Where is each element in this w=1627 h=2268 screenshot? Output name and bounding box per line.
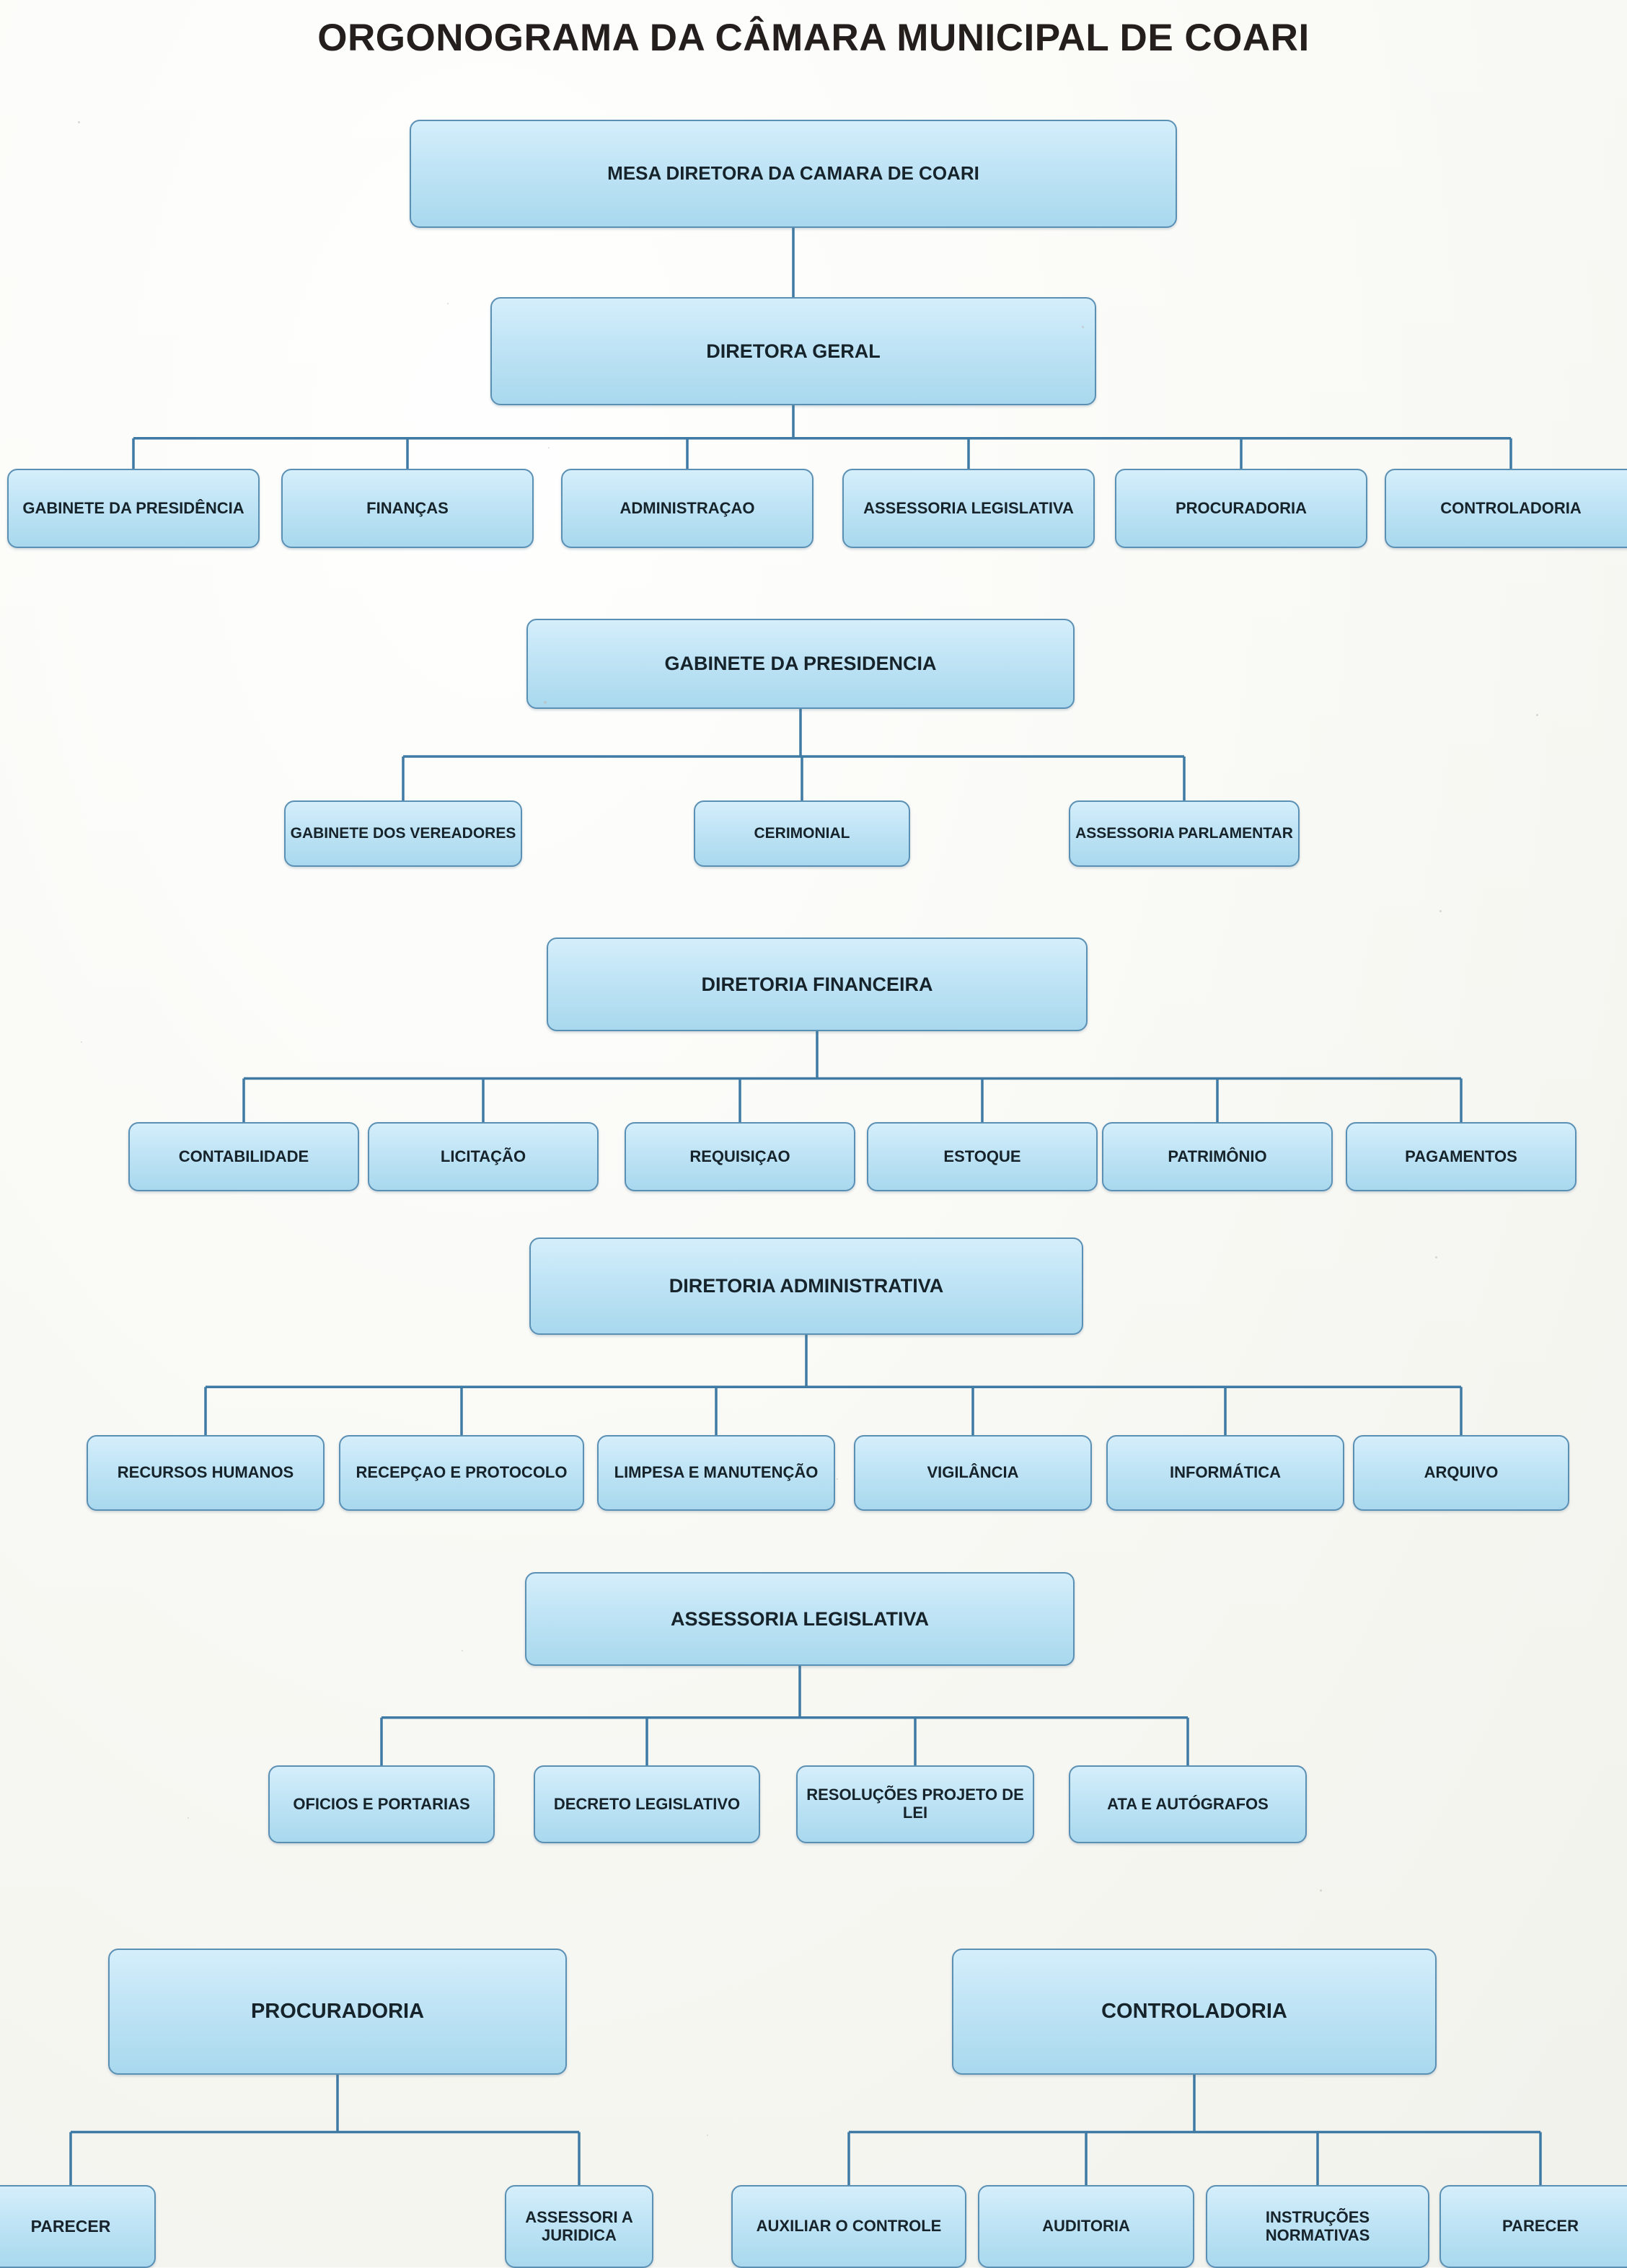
org-node-label: GABINETE DA PRESIDÊNCIA — [22, 498, 244, 517]
connector-controladoria — [849, 2075, 1540, 2185]
org-node-label: LICITAÇÃO — [440, 1147, 526, 1165]
scan-speck — [1320, 1889, 1322, 1892]
org-node-controladoria — [952, 1949, 1437, 2075]
org-node-label: RECURSOS HUMANOS — [117, 1463, 294, 1482]
org-node-label: ASSESSORIA LEGISLATIVA — [670, 1607, 930, 1630]
org-node-label: CONTABILIDADE — [178, 1147, 309, 1165]
org-node-licitacao — [368, 1122, 599, 1191]
org-node-parecer_contr — [1439, 2185, 1627, 2268]
org-node-label: INSTRUÇÕES NORMATIVAS — [1265, 2207, 1370, 2244]
scan-speck — [1439, 910, 1442, 912]
scan-speck — [548, 447, 550, 449]
org-node-label: ESTOQUE — [943, 1147, 1021, 1165]
org-node-label: CERIMONIAL — [754, 825, 850, 842]
org-node-gabinete_presidencia — [526, 619, 1075, 709]
org-node-informatica — [1106, 1435, 1344, 1511]
org-node-decreto_legislativo — [534, 1765, 760, 1843]
scan-speck — [447, 303, 449, 304]
org-node-assessoria_parlamentar — [1069, 800, 1300, 867]
org-node-label: GABINETE DOS VEREADORES — [290, 825, 516, 842]
org-node-label: PATRIMÔNIO — [1168, 1147, 1267, 1165]
connector-gabinete_presidencia — [403, 709, 1184, 800]
org-node-cerimonial — [694, 800, 910, 867]
scan-speck — [837, 1478, 838, 1480]
org-node-label: AUXILIAR O CONTROLE — [756, 2217, 942, 2236]
org-node-requisicao — [625, 1122, 855, 1191]
org-node-label: DECRETO LEGISLATIVO — [553, 1794, 741, 1813]
org-node-label: PROCURADORIA — [250, 2000, 425, 2024]
scan-speck — [707, 2135, 708, 2136]
page-title: ORGONOGRAMA DA CÂMARA MUNICIPAL DE COARI — [317, 17, 1310, 59]
connector-diretora_geral — [133, 405, 1511, 469]
org-node-diretoria_financeira — [547, 937, 1088, 1031]
org-node-auditoria — [978, 2185, 1194, 2268]
org-node-controladoria_top — [1385, 469, 1627, 548]
org-node-label: DIRETORA GERAL — [706, 340, 881, 362]
org-node-label: ADMINISTRAÇAO — [620, 498, 755, 517]
org-node-label: INFORMÁTICA — [1170, 1463, 1281, 1482]
connector-diretoria_administrativa — [206, 1335, 1461, 1435]
scan-speck — [1536, 714, 1538, 716]
scan-speck — [544, 701, 547, 704]
scan-speck — [78, 121, 80, 123]
scan-speck — [1082, 326, 1084, 328]
org-node-label: DIRETORIA FINANCEIRA — [701, 973, 933, 995]
org-node-patrimonio — [1102, 1122, 1333, 1191]
org-node-label: MESA DIRETORA DA CAMARA DE COARI — [607, 162, 979, 185]
org-node-procuradoria — [108, 1949, 567, 2075]
org-node-label: ASSESSORIA PARLAMENTAR — [1075, 825, 1293, 842]
org-node-label: PAGAMENTOS — [1405, 1147, 1517, 1165]
connector-diretoria_financeira — [244, 1031, 1461, 1122]
org-node-financas_top — [281, 469, 534, 548]
org-node-limpesa_manutencao — [597, 1435, 835, 1511]
org-node-assessoria_juridica — [505, 2185, 653, 2268]
org-node-label: ASSESSORI A JURIDICA — [525, 2207, 633, 2244]
org-node-pagamentos — [1346, 1122, 1577, 1191]
org-node-label: REQUISIÇAO — [689, 1147, 790, 1165]
org-node-arquivo — [1353, 1435, 1569, 1511]
org-node-instrucoes_normativas — [1206, 2185, 1429, 2268]
org-node-ata_autografos — [1069, 1765, 1307, 1843]
org-node-label: RESOLUÇÕES PROJETO DE LEI — [806, 1786, 1024, 1822]
org-node-procuradoria_top — [1115, 469, 1367, 548]
org-node-label: ASSESSORIA LEGISLATIVA — [863, 498, 1074, 517]
org-node-diretoria_administrativa — [529, 1237, 1083, 1335]
org-node-auxiliar_controle — [731, 2185, 966, 2268]
connector-procuradoria — [71, 2075, 579, 2185]
org-node-label: CONTROLADORIA — [1101, 2000, 1287, 2024]
scan-speck — [188, 1817, 189, 1819]
org-node-resolucoes_projeto_lei — [796, 1765, 1034, 1843]
org-node-vigilancia — [854, 1435, 1092, 1511]
org-node-label: RECEPÇAO E PROTOCOLO — [356, 1463, 568, 1482]
org-node-oficios_portarias — [268, 1765, 495, 1843]
org-node-diretora_geral — [490, 297, 1096, 405]
scan-speck — [1435, 1256, 1437, 1258]
org-node-label: PROCURADORIA — [1175, 498, 1308, 517]
org-node-assessoria_legislativa — [525, 1572, 1075, 1666]
org-node-recepcao_protocolo — [339, 1435, 584, 1511]
org-node-estoque — [867, 1122, 1098, 1191]
org-node-label: FINANÇAS — [366, 498, 449, 517]
org-node-label: VIGILÂNCIA — [927, 1463, 1019, 1482]
org-node-mesa — [410, 120, 1177, 228]
org-node-parecer_proc — [0, 2185, 156, 2268]
org-node-gabinete_vereadores — [284, 800, 522, 867]
org-node-assessoria_legislativa_top — [842, 469, 1095, 548]
connector-assessoria_legislativa — [382, 1666, 1188, 1765]
org-node-label: CONTROLADORIA — [1440, 498, 1582, 517]
org-node-label: ARQUIVO — [1424, 1463, 1499, 1482]
scan-speck — [81, 1041, 82, 1043]
scan-speck — [462, 1650, 463, 1651]
org-node-label: LIMPESA E MANUTENÇÃO — [614, 1463, 819, 1482]
org-node-label: PARECER — [1502, 2217, 1579, 2236]
org-node-gab_presidencia_top — [7, 469, 260, 548]
org-node-label: AUDITORIA — [1042, 2217, 1130, 2236]
org-node-label: OFICIOS E PORTARIAS — [293, 1794, 470, 1813]
org-node-label: PARECER — [30, 2216, 111, 2236]
org-node-label: ATA E AUTÓGRAFOS — [1107, 1794, 1269, 1813]
org-node-administracao_top — [561, 469, 814, 548]
org-node-contabilidade — [128, 1122, 359, 1191]
org-node-label: DIRETORIA ADMINISTRATIVA — [669, 1275, 944, 1297]
org-node-recursos_humanos — [87, 1435, 325, 1511]
org-node-label: GABINETE DA PRESIDENCIA — [664, 653, 937, 675]
